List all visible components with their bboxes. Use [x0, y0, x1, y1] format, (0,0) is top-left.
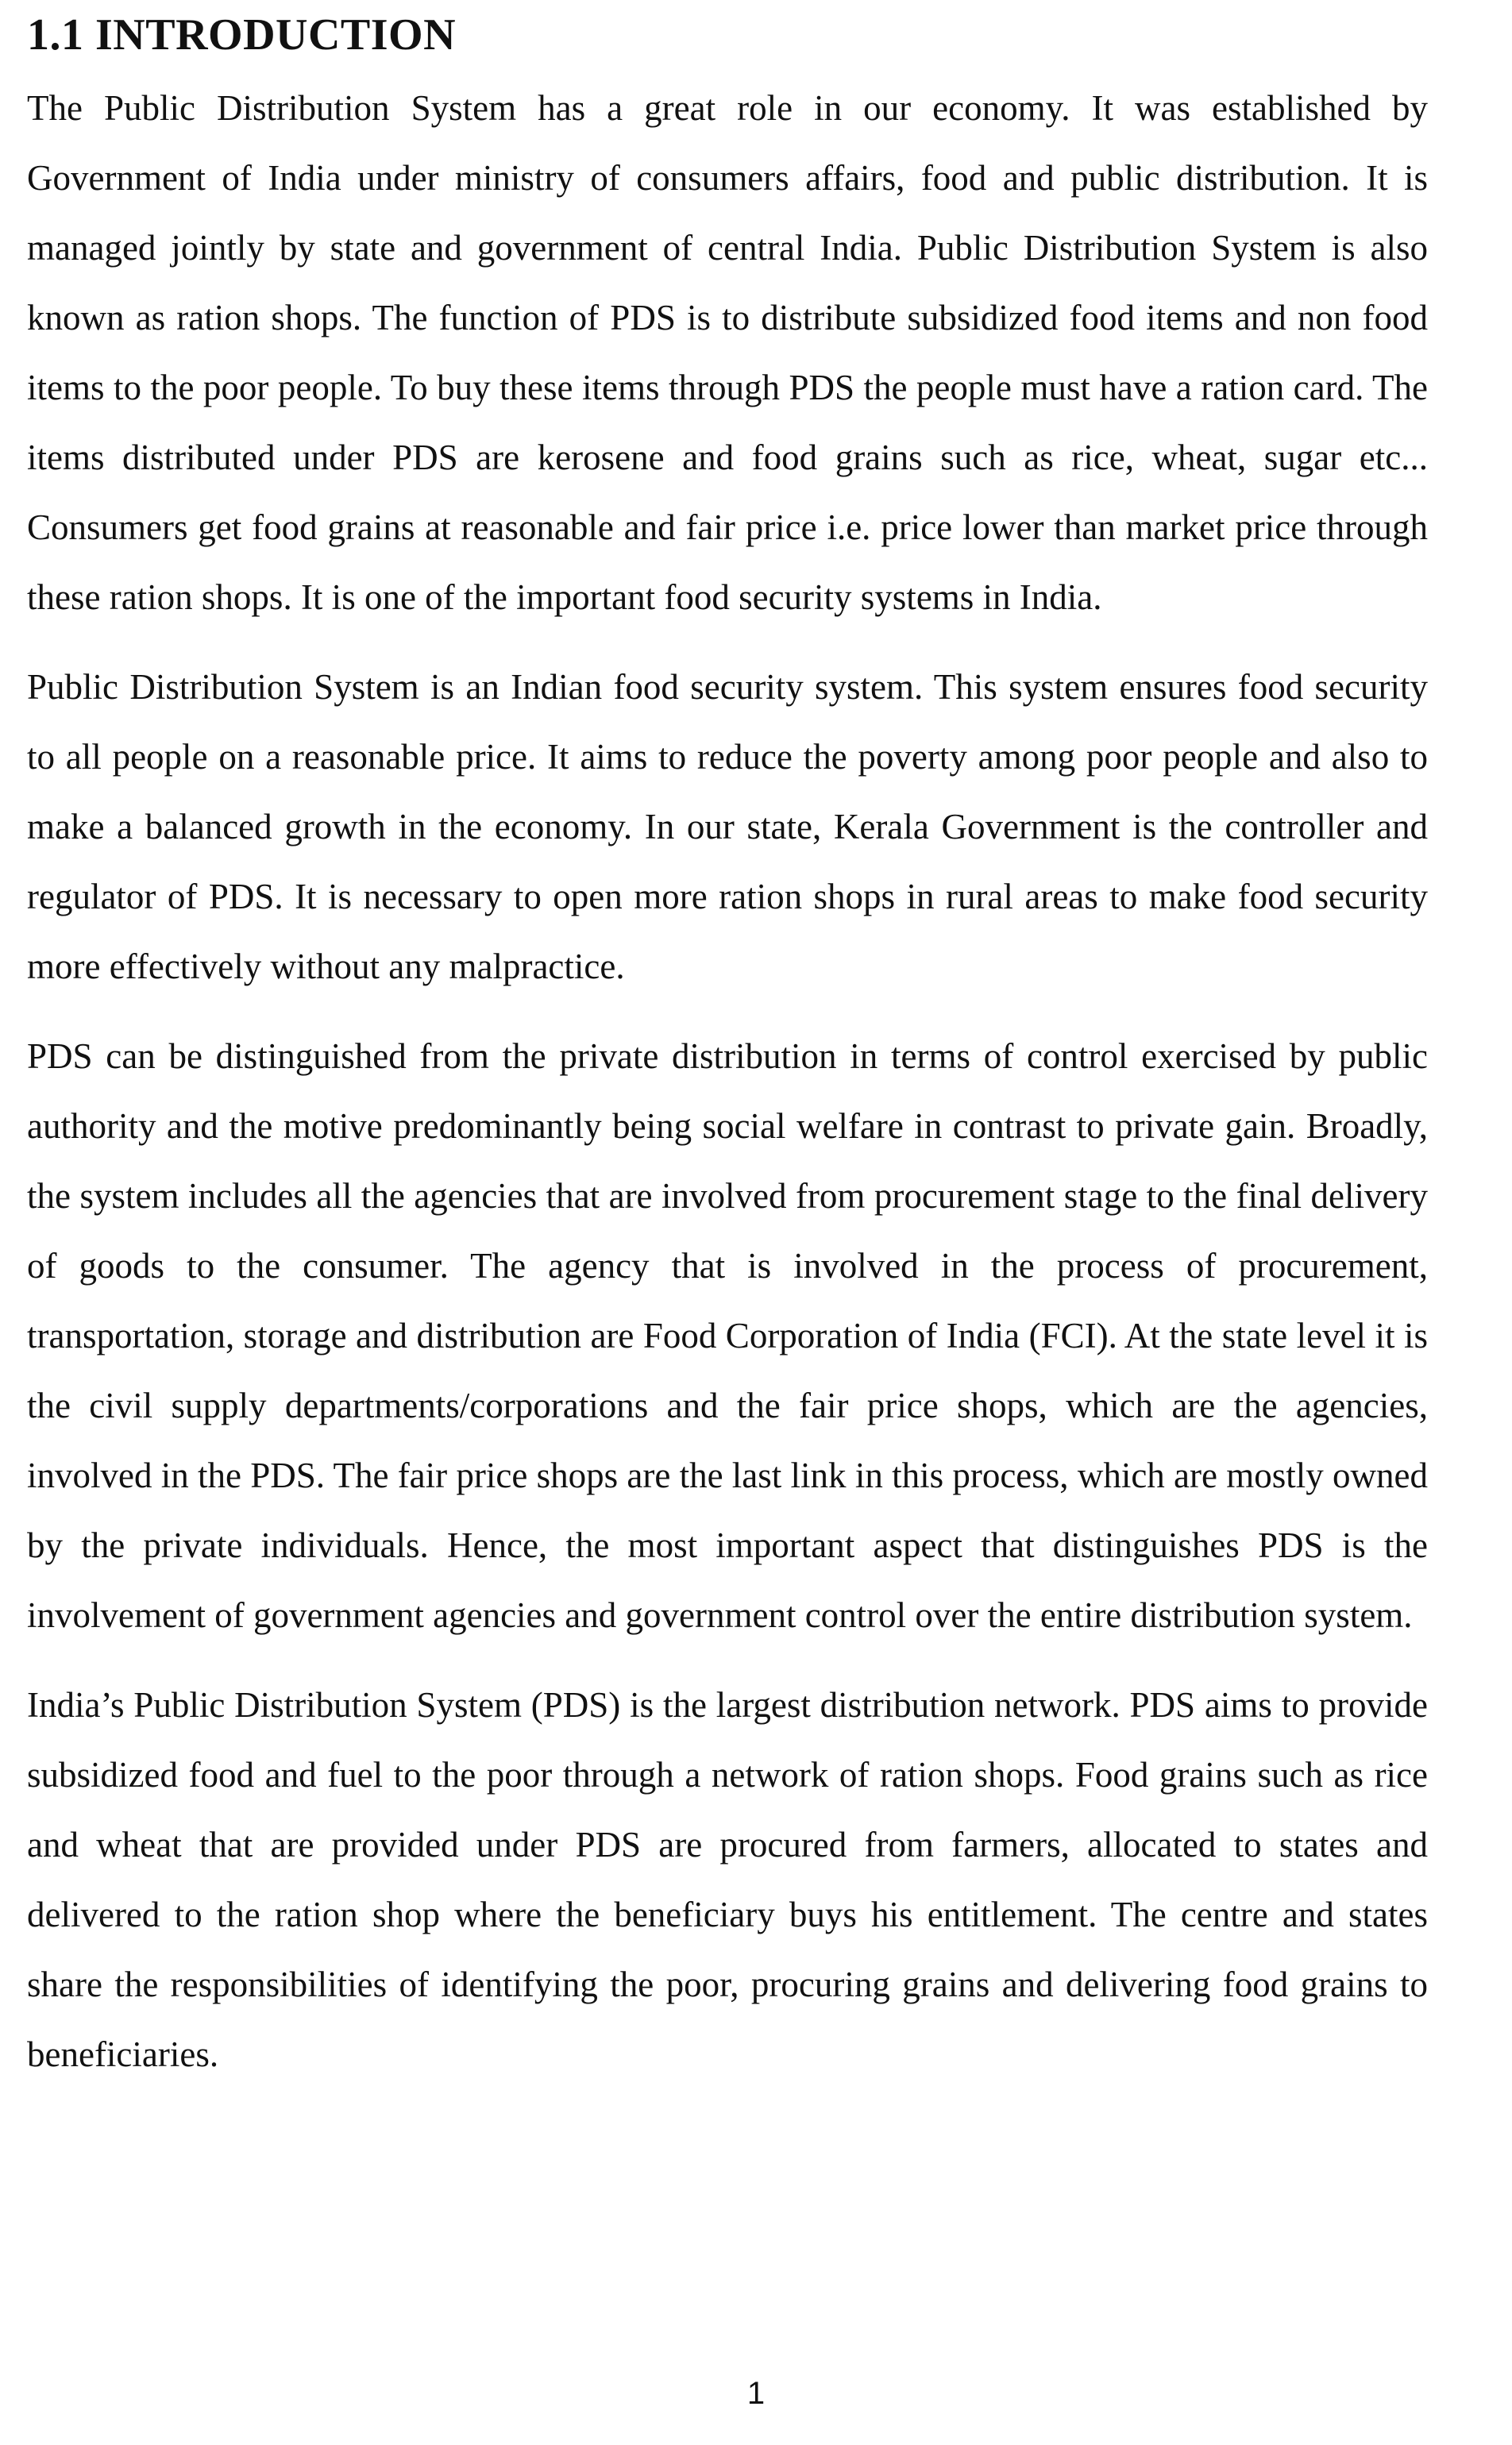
- section-heading: 1.1 INTRODUCTION: [27, 10, 457, 60]
- paragraph-3: PDS can be distinguished from the private distribution in terms of control exercised by public authority and the motive predominantly being social welfare in contrast to private gain. Broadly, the system includes all the agencies that are involved from procurement stage to the final delivery of goods to the consumer. The agency that is involved in the process of procurement, transportation, storage and distribution are Food Corporation of India (FCI). At the state level it is the civil supply departments/corporations and the fair price shops, which are the agencies, involved in the PDS. The fair price shops are the last link in this process, which are mostly owned by the private individuals. Hence, the most important aspect that distinguishes PDS is the involvement of government agencies and government control over the entire distribution system.: [27, 1036, 1428, 1635]
- page-number: 1: [746, 2376, 766, 2411]
- paragraph-1: The Public Distribution System has a great role in our economy. It was established by Government of India under ministry of consumers affairs, food and public distribution. It is managed jointly by state and government of central India. Public Distribution System is also known as ration shops. The function of PDS is to distribute subsidized food items and non food items to the poor people. To buy these items through PDS the people must have a ration card. The items distributed under PDS are kerosene and food grains such as rice, wheat, sugar etc... Consumers get food grains at reasonable and fair price i.e. price lower than market price through these ration shops. It is one of the important food security systems in India.: [27, 88, 1428, 617]
- paragraph-2: Public Distribution System is an Indian food security system. This system ensures food security to all people on a reasonable price. It aims to reduce the poverty among poor people and also to make a balanced growth in the economy. In our state, Kerala Government is the controller and regulator of PDS. It is necessary to open more ration shops in rural areas to make food security more effectively without any malpractice.: [27, 667, 1428, 986]
- paragraph-4: India’s Public Distribution System (PDS) is the largest distribution network. PDS aims to provide subsidized food and fuel to the poor through a network of ration shops. Food grains such as rice and wheat that are provided under PDS are procured from farmers, allocated to states and delivered to the ration shop where the beneficiary buys his entitlement. The centre and states share the responsibilities of identifying the poor, procuring grains and delivering food grains to beneficiaries.: [27, 1685, 1428, 2074]
- body-text: [27, 73, 1428, 2109]
